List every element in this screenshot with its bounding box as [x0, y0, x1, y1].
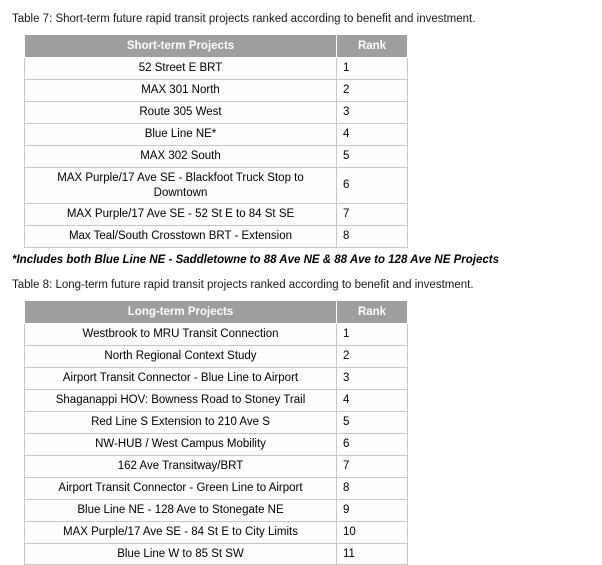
table7-project: MAX Purple/17 Ave SE - Blackfoot Truck Stop to Downtown: [25, 167, 337, 204]
table-row: [25, 346, 408, 368]
table7-rank: 5: [337, 145, 408, 167]
table-row: [25, 226, 408, 248]
table-row: [25, 167, 408, 204]
table8-project: Red Line S Extension to 210 Ave S: [25, 411, 337, 433]
table-row: [25, 57, 408, 79]
table8-project: Airport Transit Connector - Blue Line to Airport: [25, 368, 337, 390]
table8-header-rank: Rank: [337, 300, 408, 323]
table7-rank: 8: [337, 226, 408, 248]
table8-project: Shaganappi HOV: Bowness Road to Stoney Trail: [25, 389, 337, 411]
table7-project: Blue Line NE*: [25, 123, 337, 145]
table7-body: [25, 57, 408, 247]
table8-rank: 4: [337, 389, 408, 411]
table8-rank: 8: [337, 477, 408, 499]
table8-rank: 6: [337, 433, 408, 455]
table8-rank: 10: [337, 521, 408, 543]
table7-rank: 1: [337, 57, 408, 79]
table8-header-row: [25, 300, 408, 323]
table8-project: MAX Purple/17 Ave SE - 84 St E to City Limits: [25, 521, 337, 543]
table8-project: Airport Transit Connector - Green Line to Airport: [25, 477, 337, 499]
table8-project: 162 Ave Transitway/BRT: [25, 455, 337, 477]
table-row: [25, 368, 408, 390]
table-row: [25, 324, 408, 346]
table-row: [25, 204, 408, 226]
table7-project: MAX 301 North: [25, 79, 337, 101]
table7-rank: 6: [337, 167, 408, 204]
table8-rank: 9: [337, 499, 408, 521]
table8-header-projects: Long-term Projects: [25, 300, 337, 323]
table7-header-projects: Short-term Projects: [25, 34, 337, 57]
table8-project: Blue Line W to 85 St SW: [25, 543, 337, 565]
table-row: [25, 433, 408, 455]
table7-rank: 2: [337, 79, 408, 101]
table7-project: 52 Street E BRT: [25, 57, 337, 79]
table7-rank: 3: [337, 101, 408, 123]
table7-header-row: [25, 34, 408, 57]
table-row: [25, 79, 408, 101]
table8-rank: 1: [337, 324, 408, 346]
table7-caption: Table 7: Short-term future rapid transit projects ranked according to benefit and investment.: [12, 13, 476, 25]
table7-project: MAX 302 South: [25, 145, 337, 167]
table8-rank: 7: [337, 455, 408, 477]
table-row: [25, 521, 408, 543]
table8-rank: 5: [337, 411, 408, 433]
table7-rank: 4: [337, 123, 408, 145]
table8-project: NW-HUB / West Campus Mobility: [25, 433, 337, 455]
table8-project: Westbrook to MRU Transit Connection: [25, 324, 337, 346]
table7-rank: 7: [337, 204, 408, 226]
table8-caption: Table 8: Long-term future rapid transit projects ranked according to benefit and investment.: [12, 279, 474, 292]
table7-project: MAX Purple/17 Ave SE - 52 St E to 84 St SE: [25, 204, 337, 226]
table-row: [25, 477, 408, 499]
table7-footnote: *Includes both Blue Line NE - Saddletowne to 88 Ave NE & 88 Ave to 128 Ave NE Projects: [12, 254, 499, 267]
long-term-projects-table: [24, 300, 408, 565]
table-row: [25, 145, 408, 167]
table8-rank: 3: [337, 368, 408, 390]
table-row: [25, 499, 408, 521]
table8-body: [25, 324, 408, 565]
table-row: [25, 411, 408, 433]
table-row: [25, 455, 408, 477]
table8-rank: 11: [337, 543, 408, 565]
table8-rank: 2: [337, 346, 408, 368]
table7-project: Route 305 West: [25, 101, 337, 123]
table8-project: North Regional Context Study: [25, 346, 337, 368]
table7-header-rank: Rank: [337, 34, 408, 57]
table-row: [25, 389, 408, 411]
table8-project: Blue Line NE - 128 Ave to Stonegate NE: [25, 499, 337, 521]
table-row: [25, 543, 408, 565]
table7-project: Max Teal/South Crosstown BRT - Extension: [25, 226, 337, 248]
table-row: [25, 101, 408, 123]
short-term-projects-table: [24, 34, 408, 249]
table-row: [25, 123, 408, 145]
